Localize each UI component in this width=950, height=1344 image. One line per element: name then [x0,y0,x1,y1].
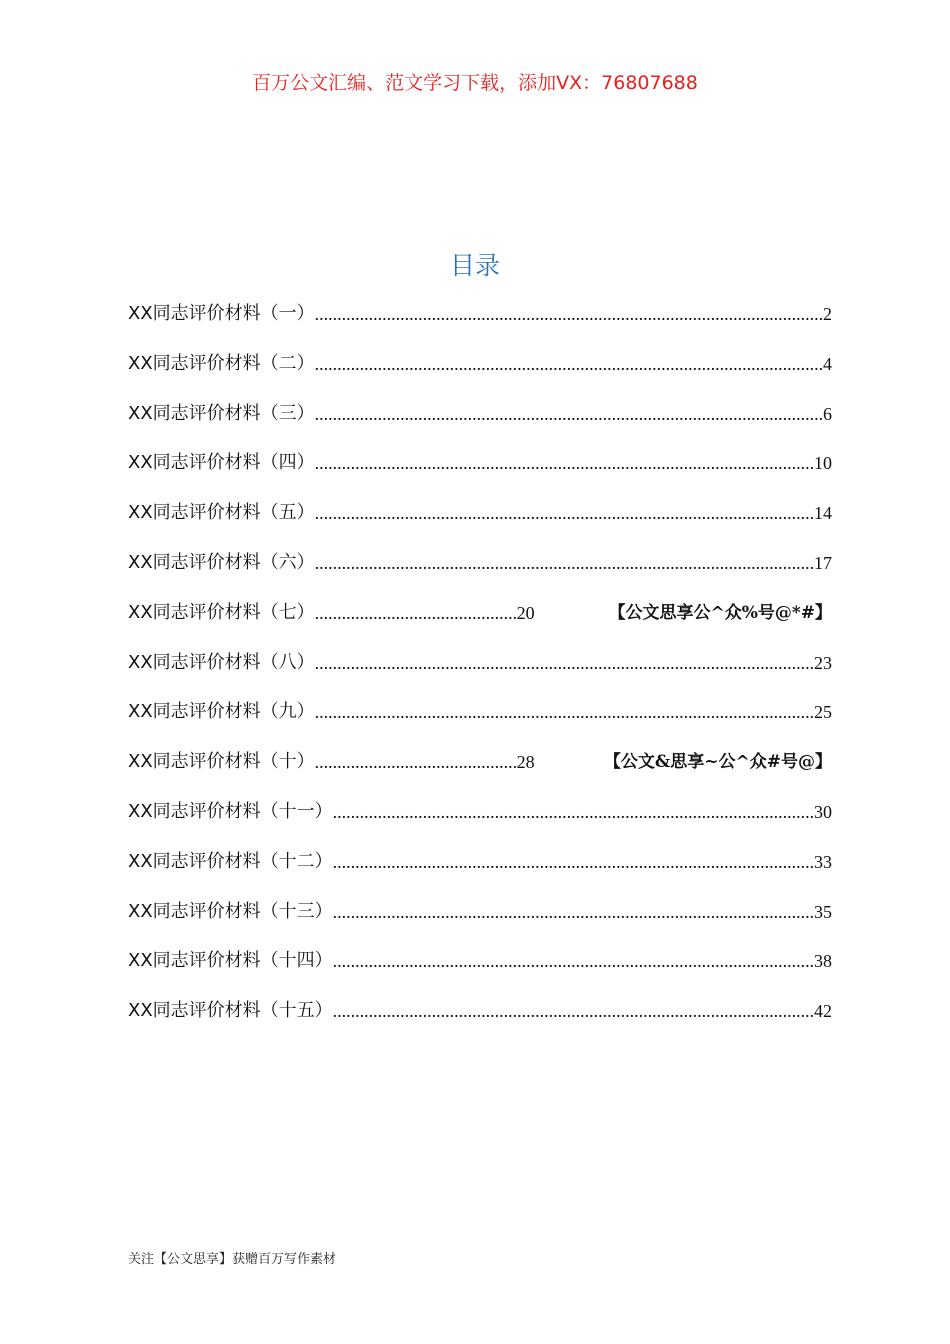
toc-dot-leader [315,495,814,531]
toc-entry-label: XX同志评价材料（十二） [128,850,333,872]
toc-dot-leader [315,744,517,780]
toc-dot-leader [333,993,814,1029]
toc-entry-label: XX同志评价材料（十一） [128,800,333,822]
toc-entry-12[interactable] [128,844,832,894]
header-banner: 百万公文汇编、范文学习下载，添加VX：76807688 [252,72,698,94]
toc-dot-leader [315,694,814,730]
toc-entry-14[interactable] [128,943,832,993]
toc-entry-15[interactable] [128,993,832,1043]
toc-entry-label: XX同志评价材料（一） [128,303,315,324]
toc-entry-1[interactable] [128,296,832,346]
toc-page-number: 33 [814,851,832,872]
toc-dot-leader [333,794,814,830]
toc-dot-leader [315,645,814,681]
toc-page-number: 25 [814,702,832,723]
toc-entry-label: XX同志评价材料（四） [128,452,315,474]
toc-entry-2[interactable] [128,346,832,396]
toc-entry-6[interactable] [128,545,832,595]
toc-page-number: 17 [814,552,832,573]
toc-entry-5[interactable] [128,495,832,545]
toc-entry-8[interactable] [128,645,832,695]
toc-page-number: 10 [814,453,832,474]
footer-note: 关注【公文思享】获赠百万写作素材 [128,1252,337,1267]
toc-dot-leader [315,396,823,432]
toc-page-number: 42 [814,1001,832,1022]
page-title: 目录 [449,251,500,280]
toc-page-number: 6 [823,403,832,424]
toc-page-number: 38 [814,951,832,972]
toc-dot-leader [315,445,814,481]
toc-dot-leader [333,943,814,979]
toc-entry-3[interactable] [128,396,832,446]
toc-page-number: 14 [814,503,832,524]
toc-dot-leader [315,296,823,332]
toc-entry-7[interactable] [128,595,832,645]
toc-dot-leader [315,346,823,382]
toc-page-number: 2 [823,304,832,324]
toc-entry-label: XX同志评价材料（六） [128,551,315,573]
toc-entry-label: XX同志评价材料（八） [128,651,315,673]
toc-entry-label: XX同志评价材料（五） [128,502,315,524]
watermark-stamp: 【公文&思享~公^众#号@】 [603,752,832,773]
toc-page-number: 23 [814,652,832,673]
watermark-stamp: 【公文思享公^众%号@*#】 [608,602,832,623]
toc-page-number: 28 [516,752,535,773]
toc-entry-label: XX同志评价材料（九） [128,701,315,723]
toc-entry-label: XX同志评价材料（七） [128,601,315,623]
toc-entry-label: XX同志评价材料（三） [128,402,315,424]
toc-dot-leader [315,595,517,631]
toc-entry-label: XX同志评价材料（十五） [128,1000,333,1022]
toc-entry-label: XX同志评价材料（十） [128,751,315,773]
toc-dot-leader [333,844,814,880]
toc-page-number: 30 [814,801,832,822]
table-of-contents [128,296,832,1043]
toc-entry-13[interactable] [128,894,832,944]
toc-entry-10[interactable] [128,744,832,794]
toc-dot-leader [333,894,814,930]
toc-entry-label: XX同志评价材料（十四） [128,950,333,972]
toc-page-number: 4 [823,353,832,374]
toc-page-number: 35 [814,901,832,922]
toc-entry-11[interactable] [128,794,832,844]
toc-entry-4[interactable] [128,445,832,495]
toc-dot-leader [315,545,814,581]
toc-entry-label: XX同志评价材料（十三） [128,900,333,922]
toc-page-number: 20 [516,602,535,623]
toc-entry-9[interactable] [128,694,832,744]
toc-entry-label: XX同志评价材料（二） [128,352,315,374]
